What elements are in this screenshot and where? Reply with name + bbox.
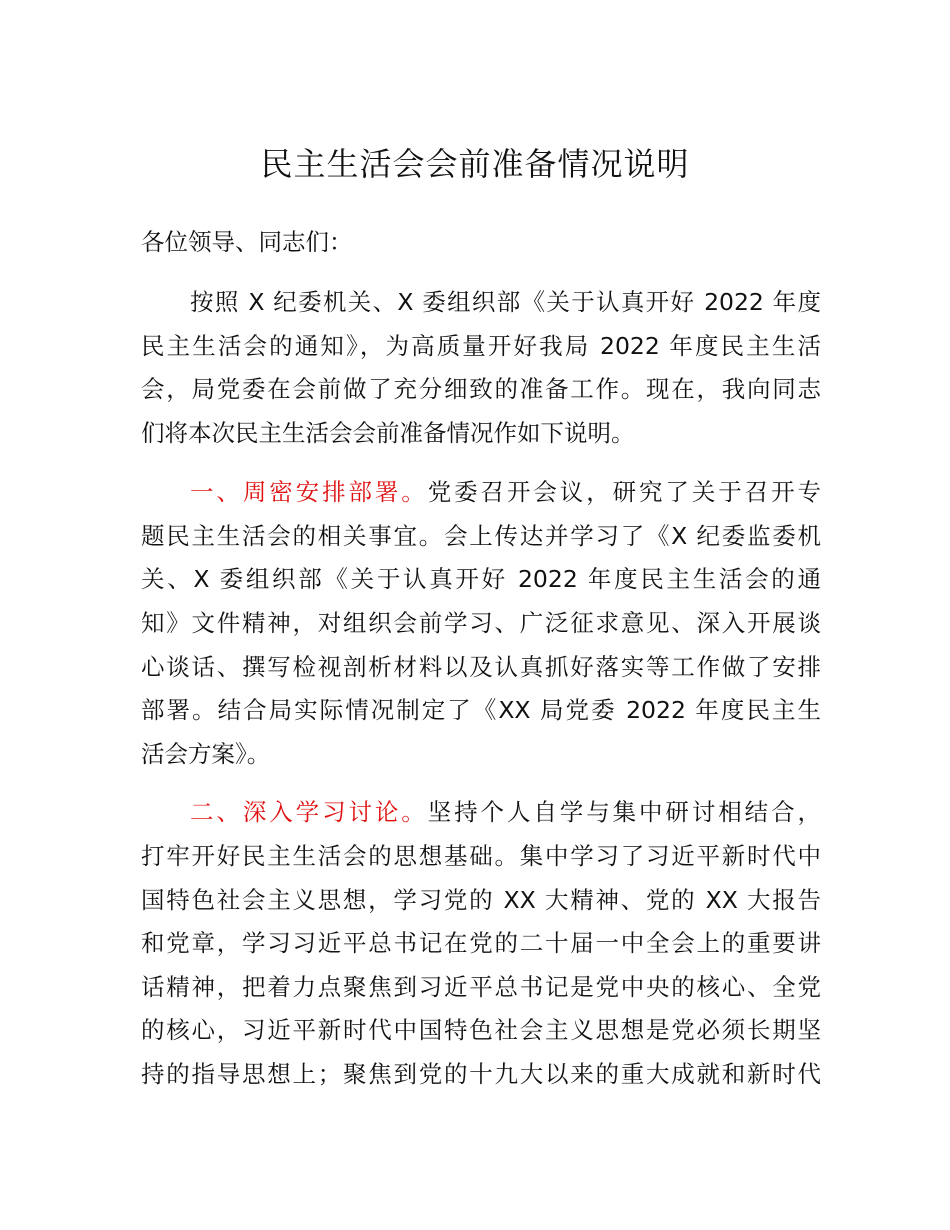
paragraph-line: 题民主生活会的相关事宜。会上传达并学习了《X 纪委监委机: [141, 522, 821, 550]
paragraph-line: 会，局党委在会前做了充分细致的准备工作。现在，我向同志: [141, 375, 821, 403]
paragraph-line: 部署。结合局实际情况制定了《XX 局党委 2022 年度民主生: [141, 696, 821, 724]
paragraph-line: 民主生活会的通知》，为高质量开好我局 2022 年度民主生活: [141, 332, 821, 360]
section-1-first-line: [190, 470, 821, 514]
paragraph-line: 国特色社会主义思想，学习党的 XX 大精神、党的 XX 大报告: [141, 886, 821, 914]
paragraph-line: 活会方案》。: [141, 740, 271, 768]
paragraph-line: 打牢开好民主生活会的思想基础。集中学习了习近平新时代中: [141, 842, 821, 870]
paragraph-line: 和党章，学习习近平总书记在党的二十届一中全会上的重要讲: [141, 929, 821, 957]
paragraph-line: 关、X 委组织部《关于认真开好 2022 年度民主生活会的通: [141, 565, 821, 593]
paragraph-line: 知》文件精神，对组织会前学习、广泛征求意见、深入开展谈: [141, 609, 821, 637]
salutation: 各位领导、同志们：: [141, 228, 353, 256]
paragraph-line: 的核心，习近平新时代中国特色社会主义思想是党必须长期坚: [141, 1016, 821, 1044]
section-2-heading: 二、深入学习讨论。: [190, 798, 428, 826]
paragraph-line: 坚持个人自学与集中研讨相结合，: [427, 798, 822, 826]
paragraph-line: 持的指导思想上；聚焦到党的十九大以来的重大成就和新时代: [141, 1060, 821, 1088]
page-title: 民主生活会会前准备情况说明: [260, 145, 690, 183]
section-1-heading: 一、周密安排部署。: [190, 478, 428, 506]
section-2-first-line: [190, 790, 821, 834]
paragraph-line: 心谈话、撰写检视剖析材料以及认真抓好落实等工作做了安排: [141, 653, 821, 681]
paragraph-line: 按照 X 纪委机关、X 委组织部《关于认真开好 2022 年度: [190, 288, 821, 316]
paragraph-line: 们将本次民主生活会会前准备情况作如下说明。: [141, 419, 635, 447]
paragraph-line: 党委召开会议，研究了关于召开专: [427, 478, 822, 506]
paragraph-line: 话精神，把着力点聚焦到习近平总书记是党中央的核心、全党: [141, 973, 821, 1001]
